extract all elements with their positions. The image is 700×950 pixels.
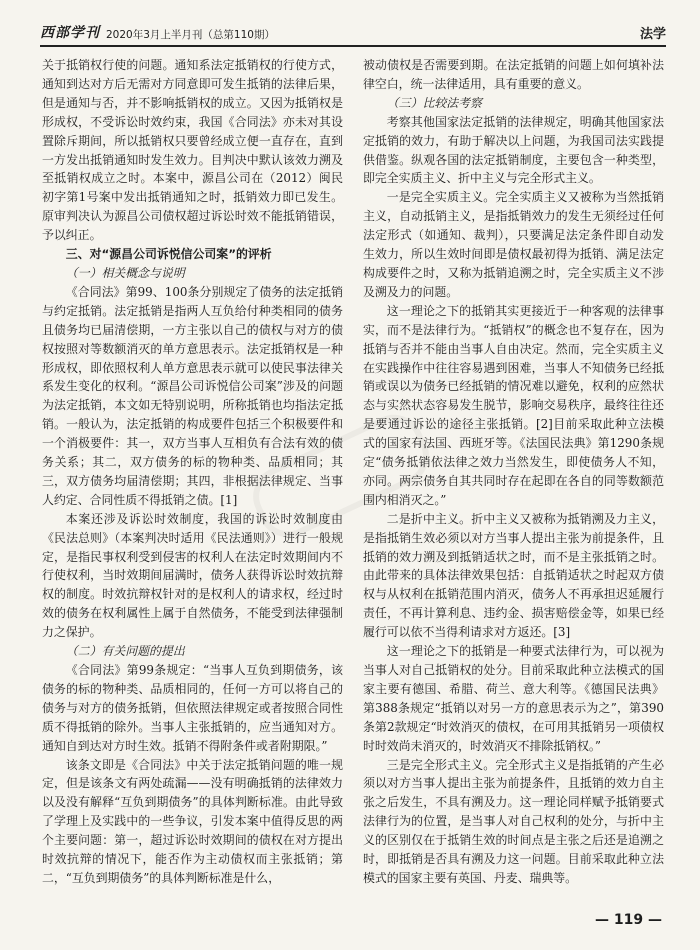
paragraph: 这一理论之下的抵销其实更接近于一种客观的法律事实，而不是法律行为。“抵销权”的概念也不复存在，因为抵销与否并不能由当事人自由决定。然而，完全实质主义在实践操作中往往容易遇到困难，当事人不知债务已经抵销或误以为债务已经抵销的情况难以避免，权利的应然状态与实然状态容易发生脱节，影响交易秩序，最终往往还是要通过诉讼的途径主张抵销。[2]目前采取此种立法模式的国家有法国、西班牙等。《法国民法典》第1290条规定“债务抵销依法律之效力当然发生，即使债务人不知，亦同。两宗债务自其共同时存在起即在各自的同等数额范围内相消灭之。”	[363, 303, 664, 507]
page-header	[40, 18, 666, 47]
journal-logo: 西部学刊	[40, 25, 100, 41]
paragraph: 二是折中主义。折中主义又被称为抵销溯及力主义，是指抵销生效必须以对方当事人提出主张为前提条件，且抵销的效力溯及到抵销适状之时，而不是主张抵销之时。由此带来的具体法律效果包括：自抵销适状之时起双方债权与从权利在抵销范围内消灭，债务人不再承担迟延履行责任，不再计算利息、违约金、损害赔偿金等，如果已经履行可以依不当得利请求对方返还。[3]	[363, 511, 664, 640]
section-heading: 三、对“源昌公司诉悦信公司案”的评析	[65, 247, 272, 262]
paragraph: 这一理论之下的抵销是一种要式法律行为，可以视为当事人对自己抵销权的处分。目前采取此种立法模式的国家主要有德国、希腊、荷兰、意大利等。《德国民法典》第388条规定“抵销以对另一方的意思表示为之”，第390条第2款规定“时效消灭的债权，在可用其抵销另一项债权时时效尚未消灭的，时效消灭不排除抵销权。”	[363, 644, 664, 753]
section-tag: 法学	[639, 27, 666, 42]
section-heading: （三）比较法考察	[386, 95, 482, 110]
paragraph: 关于抵销权行使的问题。通知系法定抵销权的行使方式，通知到达对方后无需对方同意即可发生抵销的法律后果，但是通知与否，并不影响抵销权的成立。又因为抵销权是形成权，不受诉讼时效约束，我国《合同法》亦未对其设置除斥期间，所以抵销权只要曾经成立便一直存在，直到一方发出抵销通知时发生效力。目判决中默认该效力溯及至抵销权成立之时。本案中，源昌公司在（2012）闽民初字第1号案中发出抵销通知之时，抵销效力即已发生。原审判决认为源昌公司债权超过诉讼时效不能抵销错误，予以纠正。	[42, 58, 343, 243]
header-left	[40, 22, 275, 42]
paragraph: 三是完全形式主义。完全形式主义是指抵销的产生必须以对方当事人提出主张为前提条件，且抵销的效力自主张之后发生，不具有溯及力。这一理论同样赋予抵销要式法律行为的位置，是当事人对自己权利的处分，与折中主义的区别仅在于抵销生效的时间点是主张之后还是追溯之时，即抵销是否具有溯及力这一问题。目前采取此种立法模式的国家主要有英国、丹麦、瑞典等。	[363, 757, 664, 885]
page-number: — 119 —	[595, 912, 662, 928]
paragraph: 该条文即是《合同法》中关于法定抵销问题的唯一规定，但是该条文有两处疏漏——没有明确抵销的法律效力以及没有解释“互负到期债务”的具体判断标准。由此导致了学理上及实践中的一些争议，引发本案中值得反思的两个主要问题：第一，超过诉讼时效期间的债权在对方提出时效抗辩的情况下，能否作为主动债权而主张抵销；第二，“互负到期债务”的具体判断标准是什么，	[42, 757, 343, 885]
paragraph: 《合同法》第99条规定：“当事人互负到期债务，该债务的标的物种类、品质相同的，任何一方可以将自己的债务与对方的债务抵销，但依照法律规定或者按照合同性质不得抵销的除外。当事人主张抵销的，应当通知对方。通知自到达对方时生效。抵销不得附条件或者附期限。”	[42, 663, 343, 753]
section-heading: （二）有关问题的提出	[65, 644, 185, 659]
section-heading: （一）相关概念与说明	[65, 265, 185, 280]
left-column	[42, 56, 343, 902]
right-column	[363, 56, 664, 902]
paragraph: 《合同法》第99、100条分别规定了债务的法定抵销与约定抵销。法定抵销是指两人互负给付种类相同的债务且债务均已届清偿期，一方主张以自己的债权与对方的债权按照对等数额消灭的单方意思表示。法定抵销权是一种形成权，即依照权利人单方意思表示就可以使民事法律关系发生变化的权利。“源昌公司诉悦信公司案”涉及的问题为法定抵销，本文如无特别说明，所称抵销也均指法定抵销。一般认为，法定抵销的构成要件包括三个积极要件和一个消极要件：其一，双方当事人互相负有合法有效的债务关系；其二，双方债务的标的物种类、品质相同；其三，双方债务均届清偿期；其四，非根据法律规定、当事人约定、合同性质不得抵销之债。[1]	[42, 284, 343, 507]
paragraph: 本案还涉及诉讼时效制度，我国的诉讼时效制度由《民法总则》（本案判决时适用《民法通则》）进行一般规定，是指民事权利受到侵害的权利人在法定时效期间内不行使权利，当时效期间届满时，债务人获得诉讼时效抗辩权的制度。时效抗辩权针对的是权利人的请求权，经过时效的债务在权利属性上属于自然债务，不能受到法律强制力之保护。	[42, 511, 343, 640]
paragraph: 考察其他国家法定抵销的法律规定，明确其他国家法定抵销的效力，有助于解决以上问题，为我国司法实践提供借鉴。纵观各国的法定抵销制度，主要包含一种类型，即完全实质主义、折中主义与完全形式主义。	[363, 114, 664, 186]
paragraph: 被动债权是否需要到期。在法定抵销的问题上如何填补法律空白，统一法律适用，具有重要的意义。	[363, 58, 664, 91]
issue-info: 2020年3月上半月刊（总第110期）	[106, 29, 275, 41]
paragraph: 一是完全实质主义。完全实质主义又被称为当然抵销主义，自动抵销主义，是指抵销效力的发生无须经过任何法定形式（如通知、裁判），只要满足法定条件即自动发生效力，所以生效时间即是债权最初得为抵销、满足法定构成要件之时，又称为抵销追溯之时，完全实质主义不涉及溯及力的问题。	[363, 190, 664, 299]
body-columns	[42, 56, 664, 902]
